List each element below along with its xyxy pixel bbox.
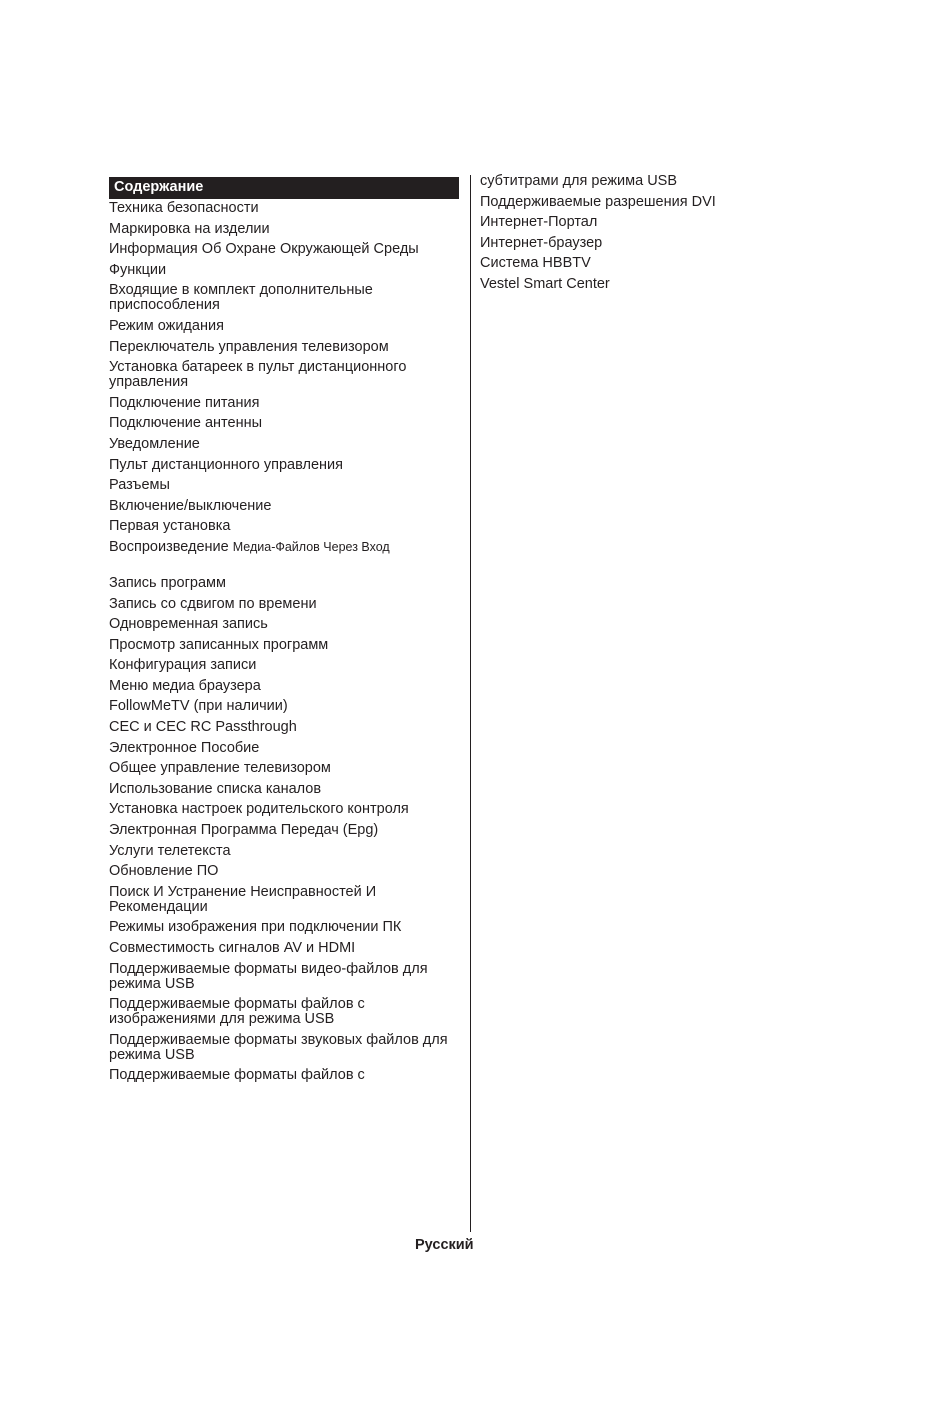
- toc-item-label: Общее управление телевизором: [109, 760, 331, 777]
- toc-item-label: Интернет-браузер: [480, 234, 603, 251]
- toc-item[interactable]: [109, 478, 459, 493]
- toc-item-label: Уведомление: [109, 435, 200, 452]
- toc-item[interactable]: [109, 782, 459, 797]
- toc-title: Содержание: [109, 177, 459, 199]
- toc-item[interactable]: [109, 360, 459, 390]
- toc-item[interactable]: [480, 215, 780, 230]
- toc-item[interactable]: [109, 576, 459, 591]
- toc-item[interactable]: [109, 283, 459, 313]
- toc-item-label: Интернет-Портал: [480, 214, 598, 231]
- toc-item-label: Маркировка на изделии: [109, 220, 270, 237]
- toc-item[interactable]: [109, 720, 459, 735]
- toc-item[interactable]: [109, 844, 459, 859]
- toc-item-label: Просмотр записанных программ: [109, 636, 329, 653]
- toc-item-label: Поддерживаемые форматы звуковых файлов для режима USB: [109, 1031, 448, 1063]
- toc-item-label: Электронное Пособие: [109, 739, 260, 756]
- toc-item-label: CEC и CEC RC Passthrough: [109, 719, 297, 736]
- toc-item-label: Установка батареек в пульт дистанционного управления: [109, 359, 407, 391]
- toc-item[interactable]: [480, 256, 780, 271]
- toc-item[interactable]: [109, 519, 459, 534]
- toc-item[interactable]: [480, 277, 780, 292]
- toc-list-right: [480, 174, 780, 292]
- toc-item-label: Vestel Smart Center: [480, 275, 610, 292]
- column-divider: [470, 175, 471, 1232]
- toc-item[interactable]: [109, 920, 459, 935]
- toc-item-label: Поддерживаемые форматы видео-файлов для режима USB: [109, 960, 428, 992]
- toc-item-label: Разъемы: [109, 477, 170, 494]
- toc-item[interactable]: [109, 340, 459, 355]
- toc-item[interactable]: [109, 396, 459, 411]
- toc-item-label: Электронная Программа Передач (Epg): [109, 822, 379, 839]
- toc-item[interactable]: [109, 617, 459, 632]
- toc-item-label: Информация Об Охране Окружающей Среды: [109, 241, 419, 258]
- toc-item-label: Входящие в комплект дополнительные приспособления: [109, 282, 373, 314]
- toc-item-label: Совместимость сигналов AV и HDMI: [109, 940, 356, 956]
- toc-item-label: Режимы изображения при подключении ПК: [109, 919, 402, 936]
- toc-item[interactable]: [109, 761, 459, 776]
- toc-item-label: Подключение антенны: [109, 415, 263, 432]
- toc-item-label: Режим ожидания: [109, 317, 224, 334]
- toc-item[interactable]: [109, 997, 459, 1027]
- toc-item[interactable]: [109, 263, 459, 278]
- toc-item[interactable]: [109, 597, 459, 612]
- toc-item[interactable]: [109, 658, 459, 673]
- page-footer-language: Русский: [415, 1237, 474, 1253]
- toc-item[interactable]: [109, 222, 459, 237]
- toc-item-label: Запись со сдвигом по времени: [109, 595, 317, 612]
- toc-item[interactable]: [109, 802, 459, 817]
- toc-item-label: Поиск И Устранение Неисправностей И Рекомендации: [109, 883, 377, 915]
- toc-item[interactable]: [109, 699, 459, 714]
- toc-item-label: Включение/выключение: [109, 497, 272, 514]
- toc-item[interactable]: [109, 741, 459, 756]
- toc-item[interactable]: [480, 174, 780, 189]
- toc-item[interactable]: [109, 962, 459, 992]
- toc-item[interactable]: [109, 885, 459, 915]
- toc-item-label: Функции: [109, 261, 167, 278]
- toc-item-label: Техника безопасности: [109, 200, 259, 216]
- toc-item-label: субтитрами для режима USB: [480, 173, 678, 189]
- toc-item-label: Пульт дистанционного управления: [109, 456, 343, 473]
- toc-item[interactable]: [109, 1033, 459, 1063]
- toc-item[interactable]: [109, 941, 459, 956]
- toc-item[interactable]: [109, 679, 459, 694]
- toc-item-label: Поддерживаемые форматы файлов с изображениями для режима USB: [109, 996, 365, 1028]
- toc-item-label: Услуги телетекста: [109, 842, 231, 859]
- toc-list-left: [109, 201, 459, 1083]
- toc-item-label: Поддерживаемые разрешения DVI: [480, 193, 716, 210]
- toc-item[interactable]: [109, 458, 459, 473]
- toc-item[interactable]: [109, 540, 459, 555]
- toc-item-label: Воспроизведение: [109, 538, 229, 555]
- toc-item[interactable]: [109, 242, 459, 257]
- toc-item-label: Запись программ: [109, 574, 226, 591]
- toc-item[interactable]: [480, 195, 780, 210]
- toc-item[interactable]: [480, 236, 780, 251]
- toc-item[interactable]: [109, 638, 459, 653]
- toc-item-label: Система HBBTV: [480, 255, 591, 272]
- toc-item[interactable]: [109, 319, 459, 334]
- toc-item-label: Подключение питания: [109, 394, 260, 411]
- toc-item[interactable]: [109, 437, 459, 452]
- toc-left-column: [109, 177, 459, 1089]
- toc-item[interactable]: [109, 416, 459, 431]
- toc-item[interactable]: [109, 499, 459, 514]
- toc-right-column: [480, 174, 780, 298]
- toc-item-label: Установка настроек родительского контроля: [109, 801, 409, 818]
- toc-item[interactable]: [109, 201, 459, 216]
- toc-item[interactable]: [109, 1068, 459, 1083]
- toc-item-label: Использование списка каналов: [109, 780, 322, 797]
- toc-item-label: Меню медиа браузера: [109, 677, 261, 694]
- toc-item-label-suffix: Медиа-Файлов Через Вход: [232, 539, 390, 554]
- toc-item-label: Одновременная запись: [109, 616, 268, 633]
- toc-item-label: Поддерживаемые форматы файлов с: [109, 1067, 365, 1084]
- toc-item-label: FollowMeTV (при наличии): [109, 698, 288, 715]
- toc-item[interactable]: [109, 823, 459, 838]
- toc-item-label: Обновление ПО: [109, 863, 219, 880]
- toc-item-label: Первая установка: [109, 518, 231, 535]
- toc-item-label: Конфигурация записи: [109, 657, 257, 674]
- toc-item[interactable]: [109, 864, 459, 879]
- toc-item-label: Переключатель управления телевизором: [109, 338, 389, 355]
